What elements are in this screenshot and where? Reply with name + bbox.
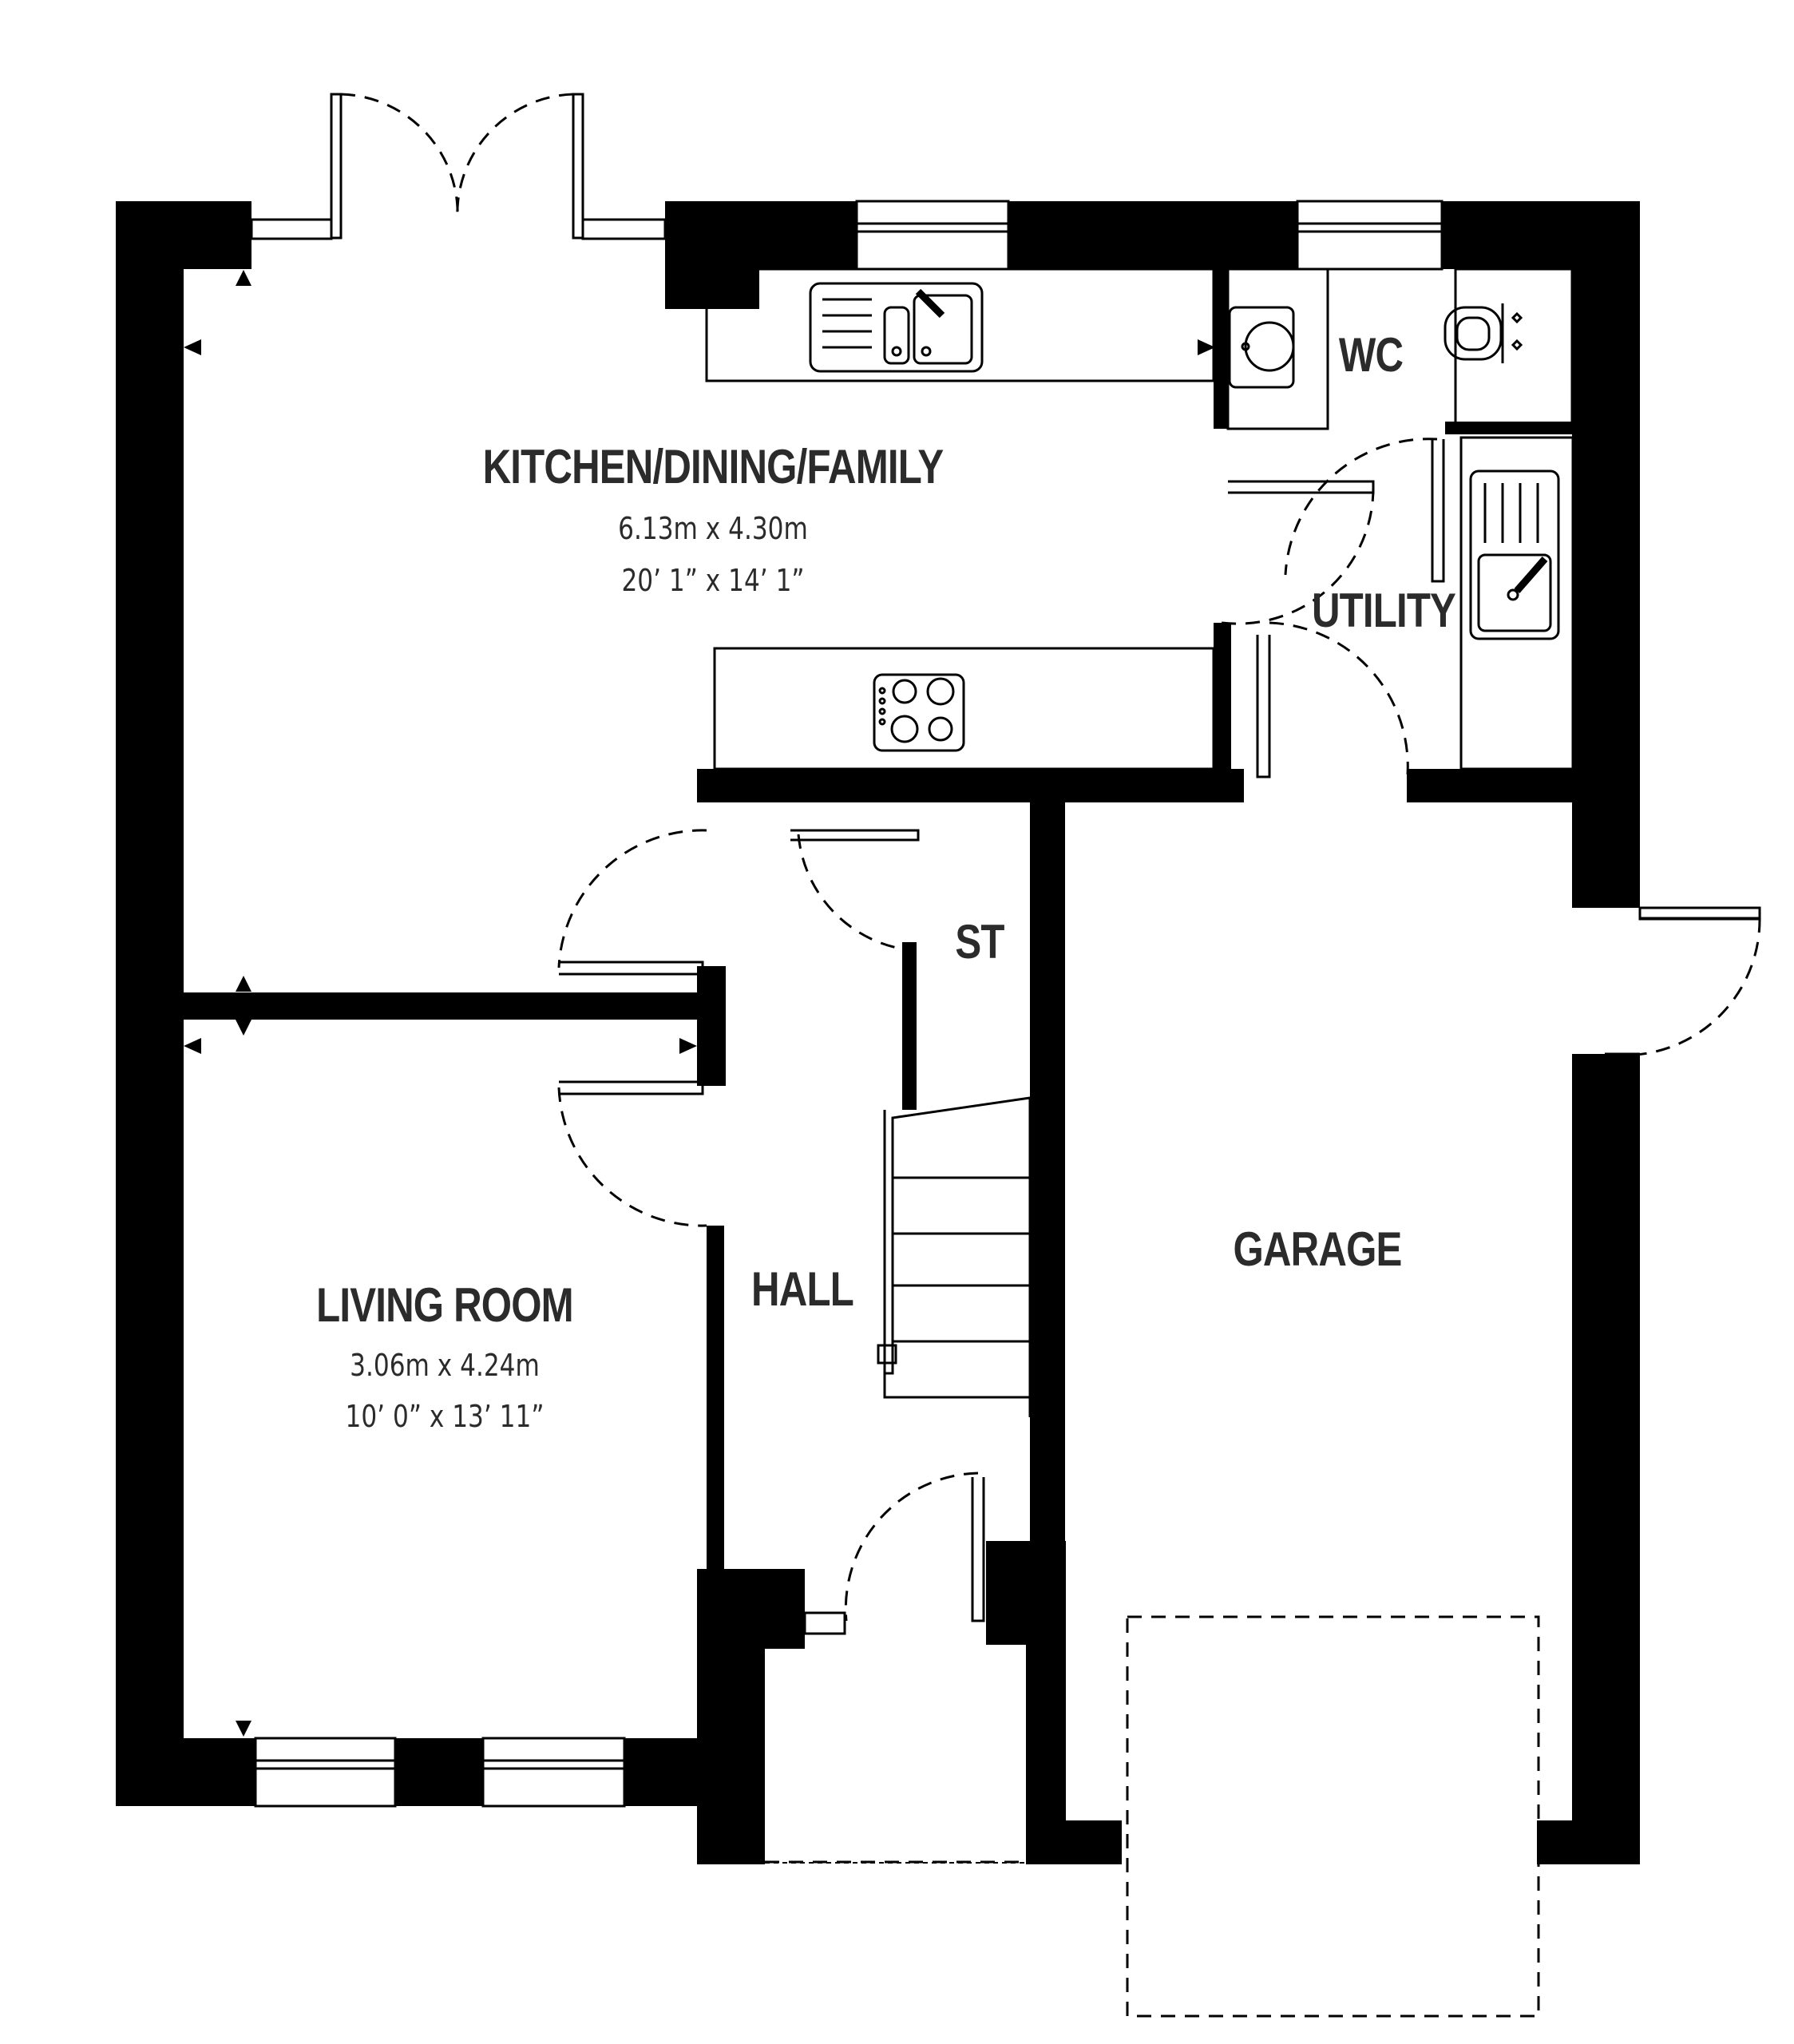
kitchen-room-name: KITCHEN/DINING/FAMILY xyxy=(482,440,944,493)
hall-room-name: HALL xyxy=(751,1262,853,1316)
kitchen-imperial-dimensions: 20’ 1” x 14’ 1” xyxy=(621,563,805,598)
storage-room-name: ST xyxy=(955,915,1004,969)
garage-room-name: GARAGE xyxy=(1233,1222,1402,1276)
staircase-icon xyxy=(878,1098,1030,1417)
kitchen-metric-dimensions: 6.13m x 4.30m xyxy=(618,511,808,546)
living-metric-dimensions: 3.06m x 4.24m xyxy=(350,1348,540,1383)
wc-room-name: WC xyxy=(1338,328,1404,382)
hob-icon xyxy=(874,675,964,751)
utility-sink-icon xyxy=(1471,471,1558,639)
kitchen-sink-icon xyxy=(810,283,982,371)
living-imperial-dimensions: 10’ 0” x 13’ 11” xyxy=(345,1399,545,1434)
utility-room-name: UTILITY xyxy=(1311,584,1456,637)
living-room-name: LIVING ROOM xyxy=(316,1278,573,1332)
wc-basin-icon xyxy=(1230,307,1293,387)
